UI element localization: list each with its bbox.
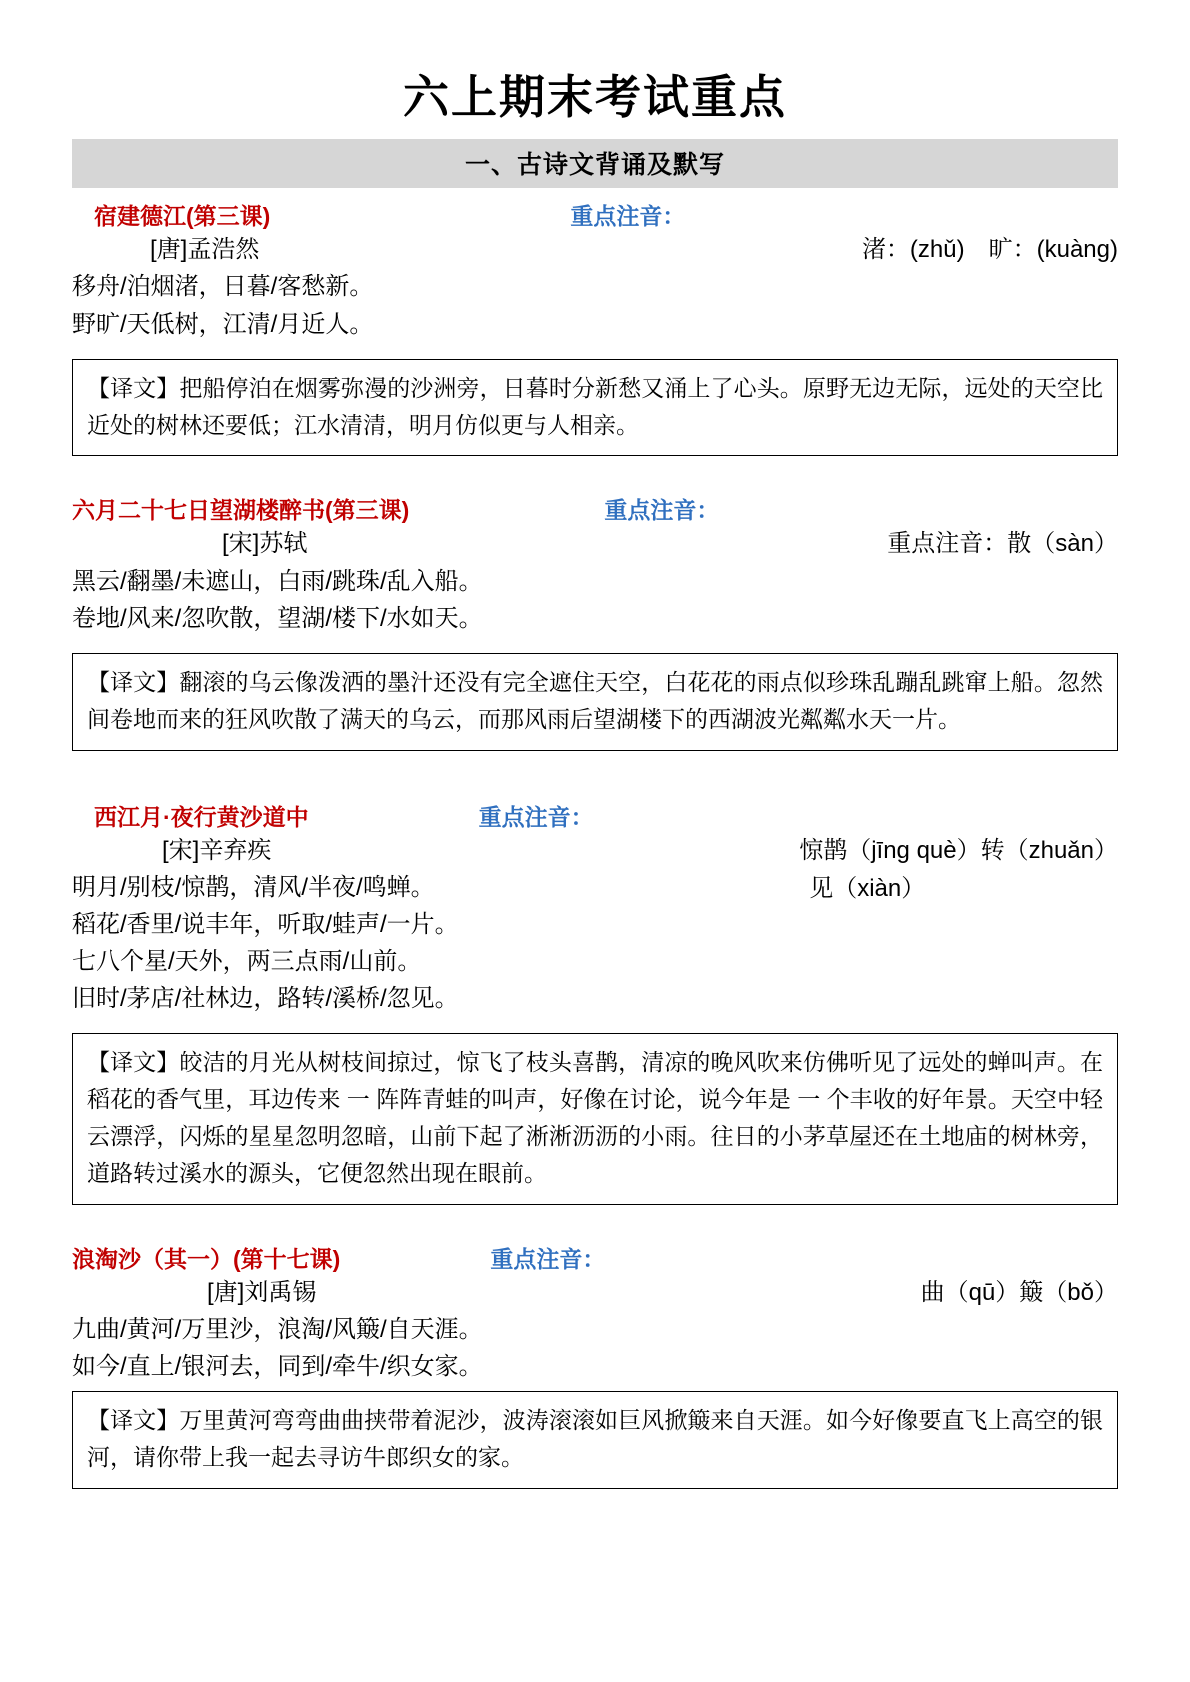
poem-header-1 xyxy=(72,198,1118,231)
poem-line: 黑云/翻墨/未遮山，白雨/跳珠/乱入船。 xyxy=(72,567,483,595)
section-heading: 一、古诗文背诵及默写 xyxy=(72,139,1118,188)
pinyin-label: 重点注音： xyxy=(490,1245,606,1272)
poem-body-1 xyxy=(72,231,1118,343)
translation-box: 【译文】翻滚的乌云像泼洒的墨汁还没有完全遮住天空，白花花的雨点似珍珠乱蹦乱跳窜上船。忽然间卷地而来的狂风吹散了满天的乌云，而那风雨后望湖楼下的西湖波光粼粼水天一片。 xyxy=(72,653,1118,751)
poem-title: 西江月·夜行黄沙道中 xyxy=(94,803,309,830)
poem-line: 旧时/茅店/社林边，路转/溪桥/忽见。 xyxy=(72,985,459,1013)
poem-text xyxy=(72,231,373,343)
pinyin-label: 重点注音： xyxy=(478,803,594,830)
layout-gap xyxy=(72,751,1118,789)
poem-line: 七八个星/天外，两三点雨/山前。 xyxy=(72,948,422,976)
poem-author: [唐]孟浩然 xyxy=(150,236,260,264)
poem-block-2 xyxy=(72,492,1118,750)
poem-body-4 xyxy=(72,1274,1118,1386)
poem-title: 宿建德江(第三课) xyxy=(94,203,271,230)
poem-text xyxy=(72,525,483,637)
poem-author: [宋]辛弃疾 xyxy=(162,836,272,864)
pinyin-note: 见（xiàn） xyxy=(809,874,926,902)
poem-body-3 xyxy=(72,832,1118,1018)
pinyin-notes xyxy=(799,832,1118,909)
translation-box: 【译文】万里黄河弯弯曲曲挟带着泥沙，波涛滚滚如巨风掀簸来自天涯。如今好像要直飞上高空的银河，请你带上我一起去寻访牛郎织女的家。 xyxy=(72,1391,1118,1489)
poem-line: 野旷/天低树，江清/月近人。 xyxy=(72,310,374,338)
pinyin-note: 重点注音：散（sàn） xyxy=(887,530,1118,558)
poem-text xyxy=(72,832,459,1018)
poem-line: 移舟/泊烟渚，日暮/客愁新。 xyxy=(72,273,374,301)
poem-line: 明月/别枝/惊鹊，清风/半夜/鸣蝉。 xyxy=(72,873,435,901)
poem-body-2 xyxy=(72,525,1118,637)
poem-title: 浪淘沙（其一）(第十七课) xyxy=(72,1245,341,1272)
pinyin-notes xyxy=(921,1274,1118,1312)
translation-box: 【译文】皎洁的月光从树枝间掠过，惊飞了枝头喜鹊，清凉的晚风吹来仿佛听见了远处的蝉叫声。在稻花的香气里，耳边传来 一 阵阵青蛙的叫声，好像在讨论，说今年是 一 个丰收的好年景。天空中轻云漂浮，闪烁的星星忽明忽暗，山前下起了淅淅沥沥的小雨。往日的小茅草屋还在土地庙的树林旁，道路转过溪水的源头，它便忽然出现在眼前。 xyxy=(72,1033,1118,1204)
poem-block-1 xyxy=(72,198,1118,456)
poem-text xyxy=(72,1274,483,1386)
poem-title: 六月二十七日望湖楼醉书(第三课) xyxy=(72,497,410,524)
poem-author: [宋]苏轼 xyxy=(222,530,308,558)
pinyin-notes xyxy=(862,231,1118,269)
pinyin-note: 惊鹊（jīng què）转（zhuǎn） xyxy=(799,836,1118,864)
pinyin-label: 重点注音： xyxy=(604,497,720,524)
poem-author: [唐]刘禹锡 xyxy=(207,1278,317,1306)
layout-gap xyxy=(72,1205,1118,1231)
poem-line: 如今/直上/银河去，同到/牵牛/织女家。 xyxy=(72,1353,483,1380)
poem-header-3 xyxy=(72,799,1118,832)
pinyin-note: 曲（qū）簸（bǒ） xyxy=(920,1278,1118,1306)
page-title: 六上期末考试重点 xyxy=(403,71,787,123)
poem-line: 九曲/黄河/万里沙，浪淘/风簸/自天涯。 xyxy=(72,1315,483,1343)
pinyin-notes xyxy=(887,525,1118,563)
translation-box: 【译文】把船停泊在烟雾弥漫的沙洲旁，日暮时分新愁又涌上了心头。原野无边无际，远处的天空比近处的树林还要低；江水清清，明月仿似更与人相亲。 xyxy=(72,359,1118,457)
poem-line: 卷地/风来/忽吹散，望湖/楼下/水如天。 xyxy=(72,604,483,632)
layout-gap xyxy=(72,456,1118,482)
poem-header-2 xyxy=(72,492,1118,525)
poem-line: 稻花/香里/说丰年，听取/蛙声/一片。 xyxy=(72,910,459,938)
pinyin-label: 重点注音： xyxy=(570,203,686,230)
poem-block-4 xyxy=(72,1241,1118,1489)
poem-header-4 xyxy=(72,1241,1118,1274)
pinyin-note: 渚：(zhǔ) 旷：(kuàng) xyxy=(861,236,1118,264)
poem-block-3 xyxy=(72,799,1118,1205)
